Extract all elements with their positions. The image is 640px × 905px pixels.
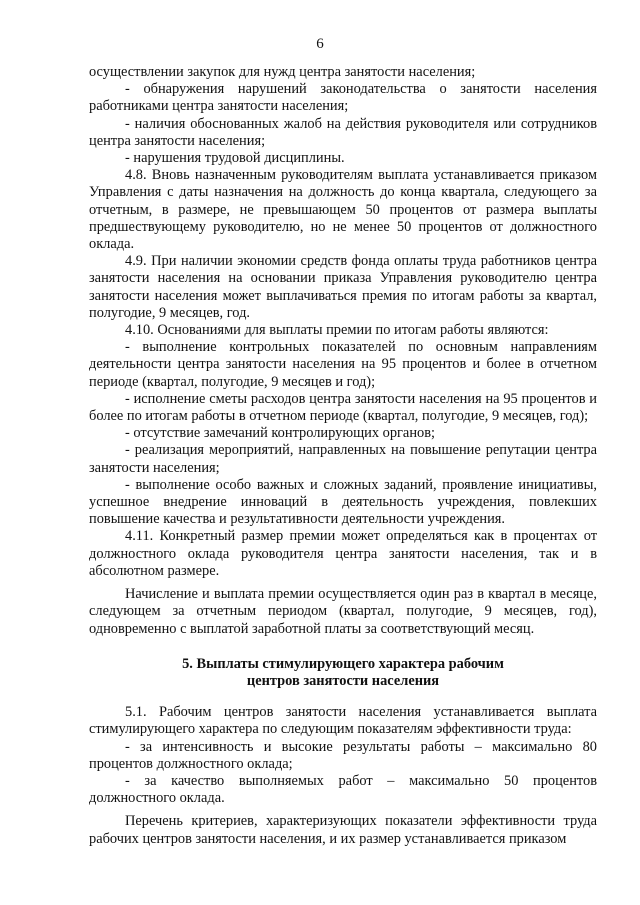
clause-4-11: 4.11. Конкретный размер премии может определяться как в процентах от должностного оклада руководителя центра занятости населения, так и в абсолютном размере. [89, 528, 597, 579]
section-heading-line: центров занятости населения [246, 672, 440, 689]
list-item: - обнаружения нарушений законодательства о занятости населения работниками центра занятости населения; [89, 81, 597, 115]
clause-5-1: 5.1. Рабочим центров занятости населения устанавливается выплата стимулирующего характера по следующим показателям эффективности труда: [89, 704, 597, 738]
list-item: - исполнение сметы расходов центра занятости населения на 95 процентов и более по итогам работы в отчетном периоде (квартал, полугодие, 9 месяцев, год); [89, 390, 597, 425]
list-item: - наличия обоснованных жалоб на действия руководителя или сотрудников центра занятости населения; [89, 115, 597, 149]
paragraph: Перечень критериев, характеризующих показатели эффективности труда рабочих центров занятости населения, и их размер устанавливается приказом [89, 813, 597, 847]
document-body [89, 64, 597, 848]
clause-4-10: 4.10. Основаниями для выплаты премии по итогам работы являются: [125, 322, 549, 339]
page-number: 6 [316, 36, 324, 52]
list-item: - выполнение контрольных показателей по основным направлениям деятельности центра занятости населения на 95 процентов и более в отчетном периоде (квартал, полугодие, 9 месяцев и год); [89, 339, 597, 390]
list-item: - реализация мероприятий, направленных на повышение репутации центра занятости населения; [89, 442, 597, 476]
paragraph-continuation: осуществлении закупок для нужд центра занятости населения; [89, 64, 476, 80]
list-item: - выполнение особо важных и сложных заданий, проявление инициативы, успешное внедрение инноваций в деятельность учреждения, повлекших повышение качества и результативности деятельности учреждения. [89, 476, 597, 528]
section-heading-line: 5. Выплаты стимулирующего характера рабочим [182, 655, 504, 672]
section-heading [89, 656, 597, 690]
list-item: - отсутствие замечаний контролирующих органов; [125, 425, 436, 442]
list-item: - нарушения трудовой дисциплины. [125, 150, 345, 167]
paragraph: Начисление и выплата премии осуществляется один раз в квартал в месяце, следующем за отчетным периодом (квартал, полугодие, 9 месяцев, год), одновременно с выплатой заработной платы за соответствующий месяц. [89, 586, 597, 637]
clause-4-8: 4.8. Вновь назначенным руководителям выплата устанавливается приказом Управления с даты назначения на должность до конца квартала, следующего за отчетным, в размере, не превышающем 50 процентов от размера выплаты предшествующему руководителю, но не менее 50 процентов от должностного оклада. [89, 167, 597, 253]
list-item: - за интенсивность и высокие результаты работы – максимально 80 процентов должностного оклада; [89, 738, 597, 772]
clause-4-9: 4.9. При наличии экономии средств фонда оплаты труда работников центра занятости населения на основании приказа Управления руководителю центра занятости населения может выплачиваться премия по итогам работы за квартал, полугодие, 9 месяцев, год. [89, 253, 597, 321]
list-item: - за качество выполняемых работ – максимально 50 процентов должностного оклада. [89, 772, 597, 807]
